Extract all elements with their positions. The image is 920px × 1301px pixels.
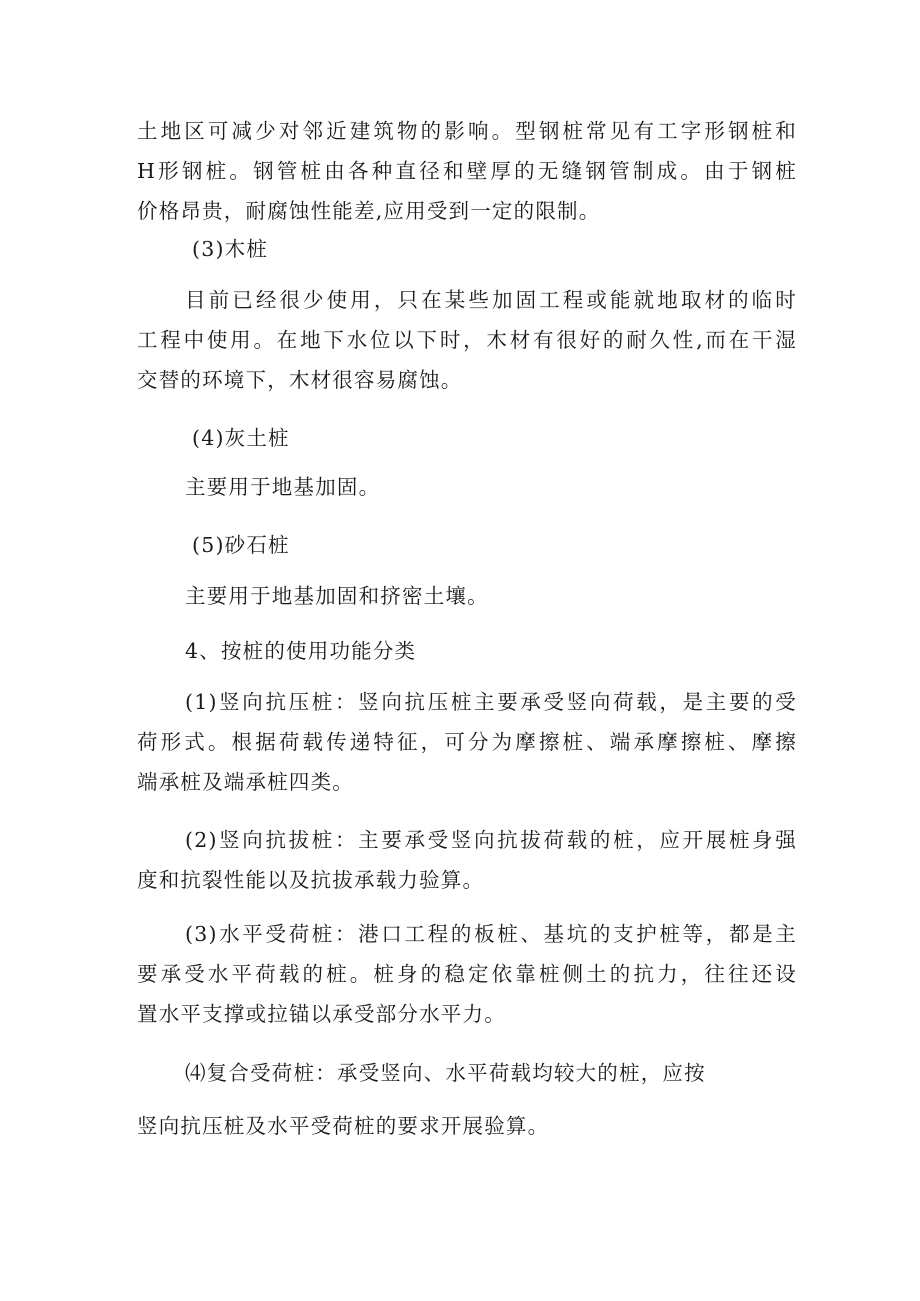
- paragraph-lime-soil-piles: 主要用于地基加固。: [185, 475, 381, 499]
- paragraph-combined-piles-line-2: 竖向抗压桩及水平受荷桩的要求开展验算。: [137, 1114, 550, 1138]
- paragraph-wood-piles: [137, 280, 797, 400]
- text-line: 交替的环境下，木材很容易腐蚀。: [137, 368, 463, 392]
- text-line: (1)竖向抗压桩：竖向抗压桩主要承受竖向荷载，是主要的受: [185, 690, 797, 714]
- paragraph-gravel-piles: 主要用于地基加固和挤密土壤。: [185, 584, 489, 608]
- heading-lime-soil-piles: (4)灰土桩: [192, 426, 290, 450]
- text-line: 荷形式。根据荷载传递特征，可分为摩擦桩、端承摩擦桩、摩擦: [137, 730, 797, 754]
- text-line: (2)竖向抗拔桩：主要承受竖向抗拔荷载的桩，应开展桩身强: [185, 828, 797, 852]
- heading-gravel-piles: (5)砂石桩: [192, 533, 290, 557]
- text-line: 要承受水平荷载的桩。桩身的稳定依靠桩侧土的抗力，往往还设: [137, 962, 797, 986]
- text-line: 度和抗裂性能以及抗拔承载力验算。: [137, 868, 485, 892]
- text-line: 目前已经很少使用，只在某些加固工程或能就地取材的临时: [185, 288, 797, 312]
- heading-wood-piles: (3)木桩: [192, 237, 269, 261]
- paragraph-steel-piles: [137, 111, 797, 231]
- heading-function-classification: 4、按桩的使用功能分类: [185, 639, 417, 663]
- paragraph-uplift-piles: [137, 820, 797, 900]
- text-line: H形钢桩。钢管桩由各种直径和壁厚的无缝钢管制成。由于钢桩: [137, 159, 797, 183]
- text-line: 价格昂贵，耐腐蚀性能差,应用受到一定的限制。: [137, 199, 601, 223]
- text-line: 工程中使用。在地下水位以下时，木材有很好的耐久性,而在干湿: [137, 328, 797, 352]
- text-line: (3)水平受荷桩：港口工程的板桩、基坑的支护桩等，都是主: [185, 922, 797, 946]
- text-line: 土地区可减少对邻近建筑物的影响。型钢桩常见有工字形钢桩和: [137, 119, 797, 143]
- paragraph-compression-piles: [137, 682, 797, 802]
- paragraph-lateral-piles: [137, 914, 797, 1034]
- text-line: 端承桩及端承桩四类。: [137, 770, 354, 794]
- text-line: 置水平支撑或拉锚以承受部分水平力。: [137, 1002, 506, 1026]
- paragraph-combined-piles-line-1: ⑷复合受荷桩：承受竖向、水平荷载均较大的桩，应按: [185, 1061, 706, 1085]
